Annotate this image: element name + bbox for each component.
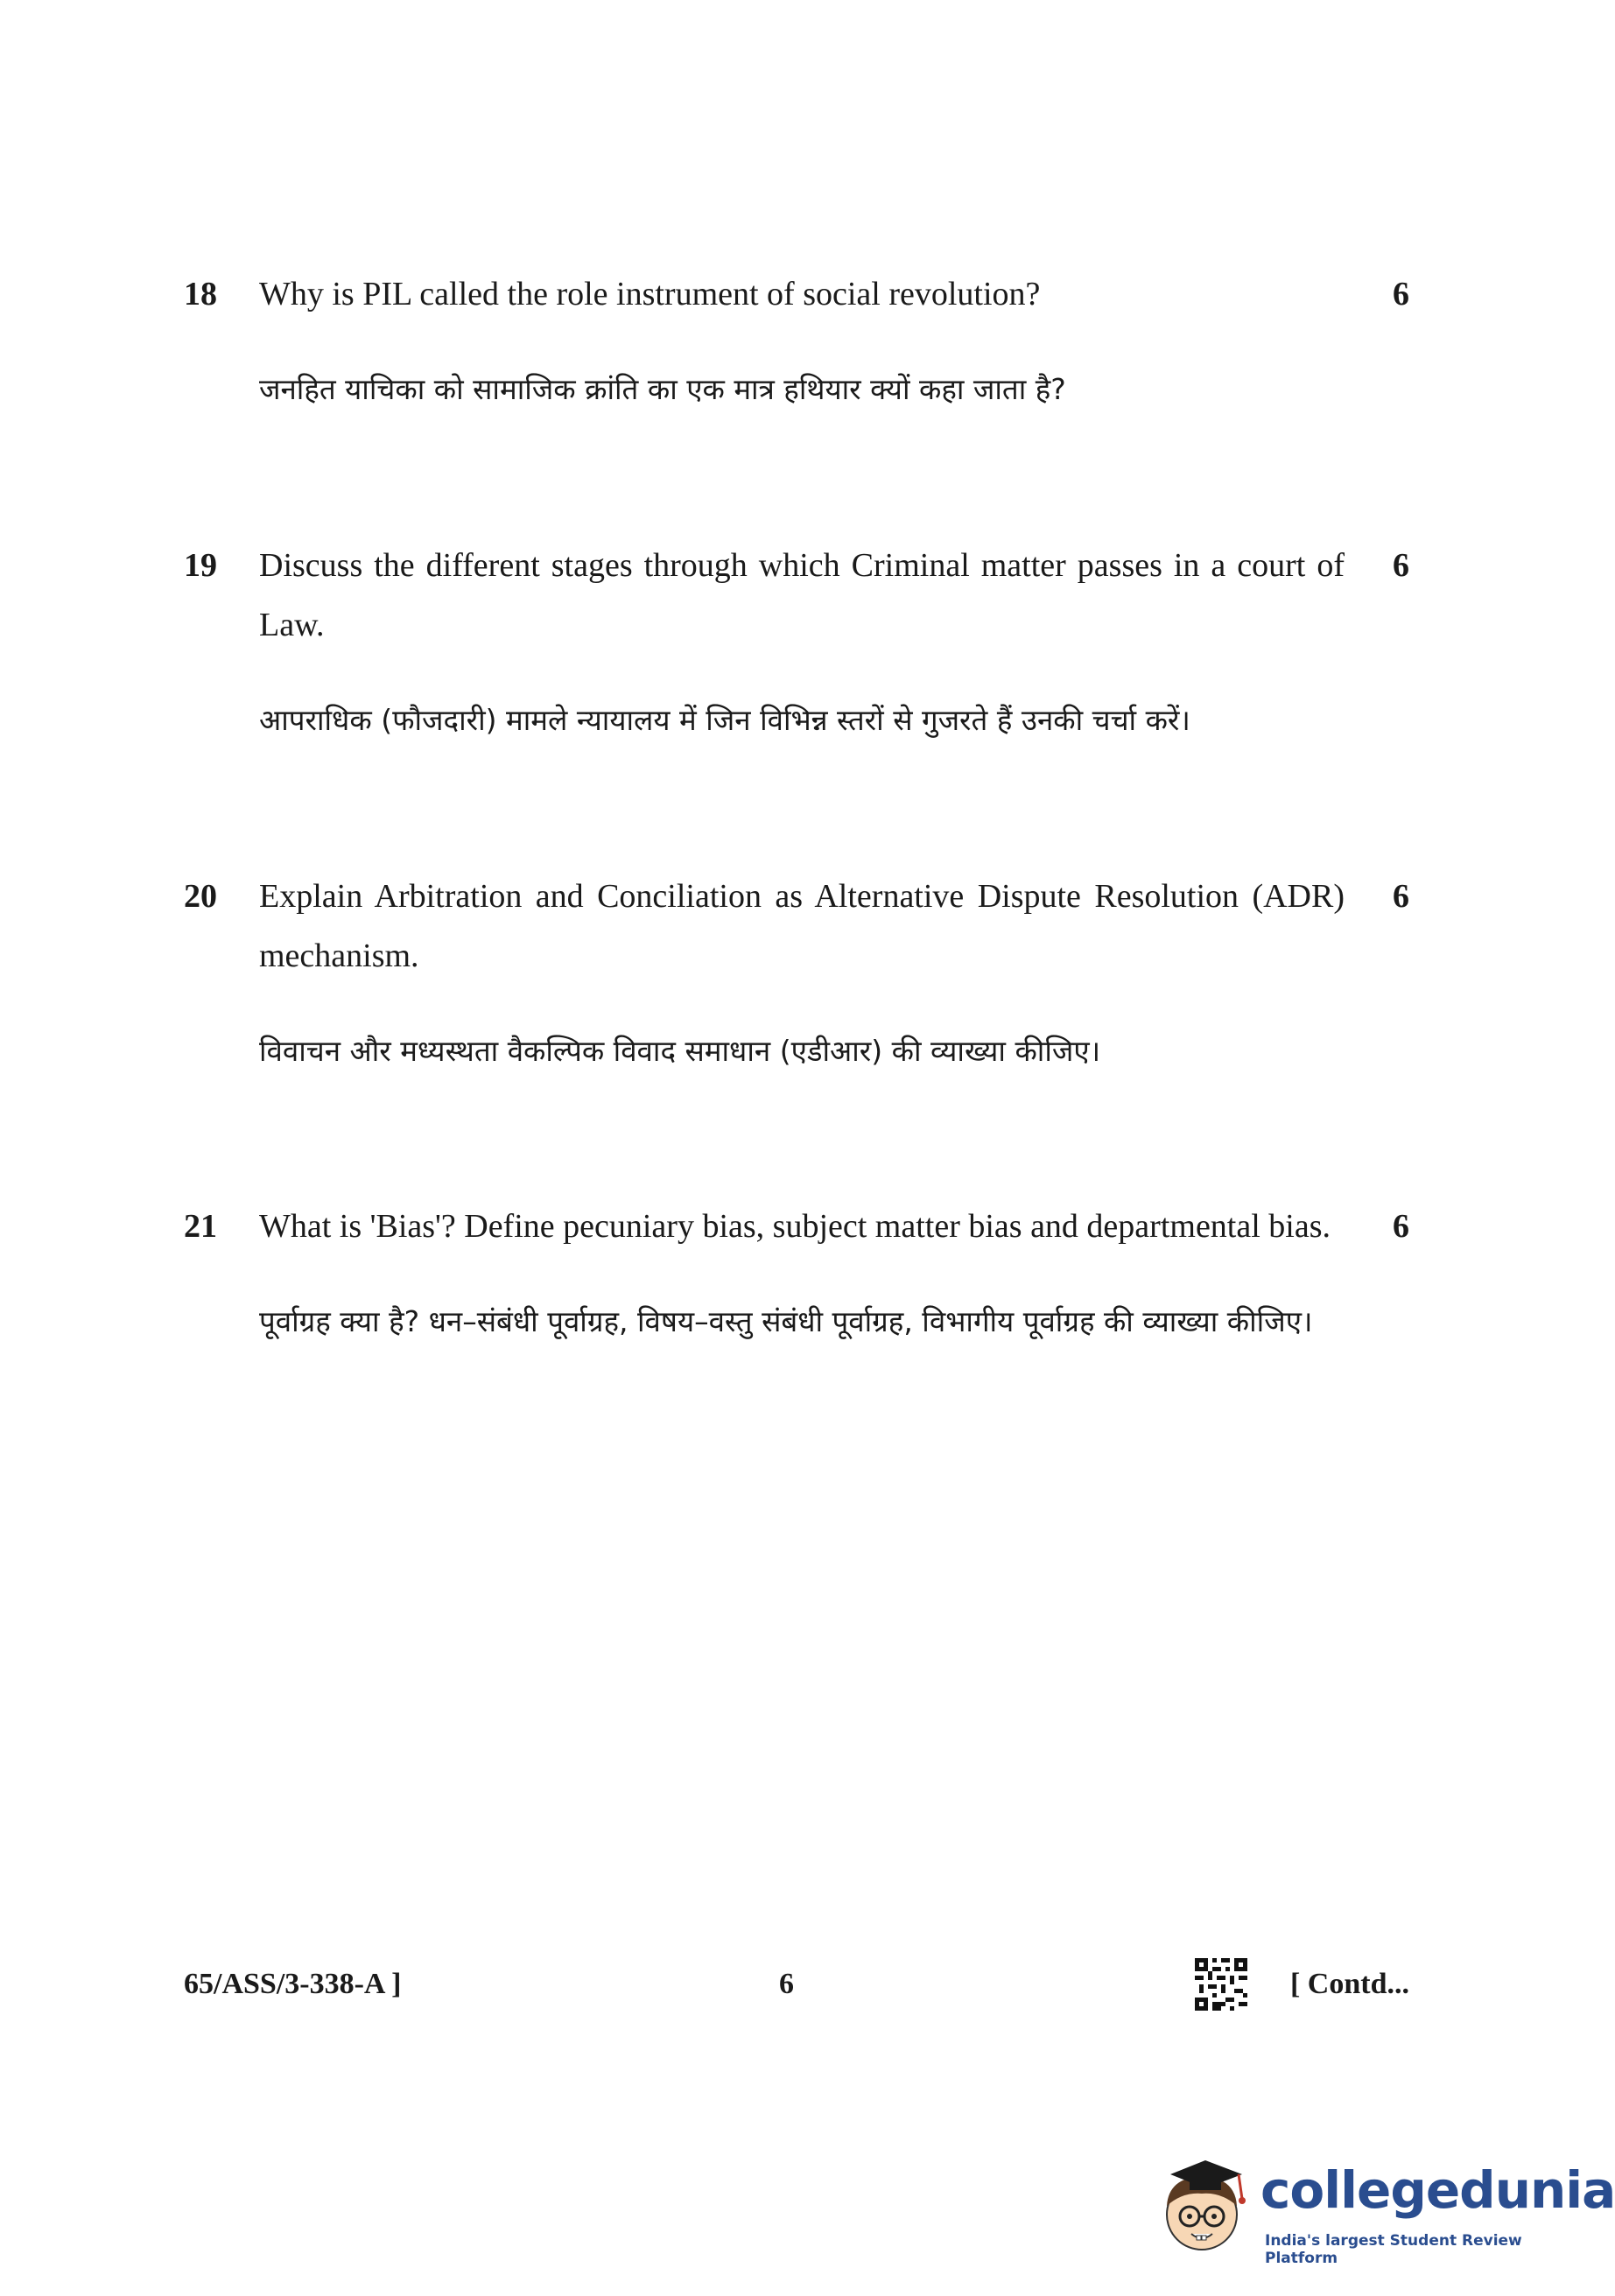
page-number: 6 — [779, 1968, 794, 2000]
question-text-hindi: आपराधिक (फौजदारी) मामले न्यायालय में जिन विभिन्न स्तरों से गुजरते हैं उनकी चर्चा करें। — [259, 703, 1190, 737]
question-marks: 6 — [1393, 276, 1409, 312]
question-text-english: Discuss the different stages through which Criminal matter passes in a court of Law. — [259, 547, 1345, 643]
brand-name: collegedunia — [1260, 2160, 1615, 2220]
question-marks: 6 — [1393, 547, 1409, 584]
page-footer — [184, 1954, 1409, 2015]
question-marks: 6 — [1393, 878, 1409, 915]
continued-label: [ Contd... — [1289, 1968, 1409, 2000]
question-text-english: Explain Arbitration and Conciliation as Alternative Dispute Resolution (ADR) mechanism. — [259, 878, 1345, 974]
qr-code-icon — [1195, 1958, 1247, 2011]
question-18 — [184, 264, 1409, 422]
question-20 — [184, 867, 1409, 1084]
question-marks: 6 — [1393, 1208, 1409, 1245]
question-19 — [184, 536, 1409, 753]
paper-code: 65/ASS/3-338-A ] — [184, 1968, 402, 2000]
question-text-hindi: जनहित याचिका को सामाजिक क्रांति का एक मात्र हथियार क्यों कहा जाता है? — [259, 372, 1066, 406]
question-text-hindi: विवाचन और मध्यस्थता वैकल्पिक विवाद समाधान (एडीआर) की व्याख्या कीजिए। — [259, 1034, 1101, 1068]
question-number: 20 — [184, 878, 217, 915]
question-number: 18 — [184, 276, 217, 312]
question-text-english: Why is PIL called the role instrument of social revolution? — [259, 276, 1041, 312]
question-text-english: What is 'Bias'? Define pecuniary bias, subject matter bias and departmental bias. — [259, 1208, 1331, 1245]
question-number: 19 — [184, 547, 217, 584]
question-21 — [184, 1197, 1409, 1354]
brand-tagline: India's largest Student Review Platform — [1265, 2232, 1522, 2267]
collegedunia-logo — [1151, 2145, 1615, 2276]
question-number: 21 — [184, 1208, 217, 1245]
mascot-icon — [1151, 2153, 1256, 2267]
question-text-hindi: पूर्वाग्रह क्या है? धन–संबंधी पूर्वाग्रह, विषय–वस्तु संबंधी पूर्वाग्रह, विभागीय पूर्वाग्रह की व्याख्या कीजिए। — [259, 1304, 1313, 1338]
